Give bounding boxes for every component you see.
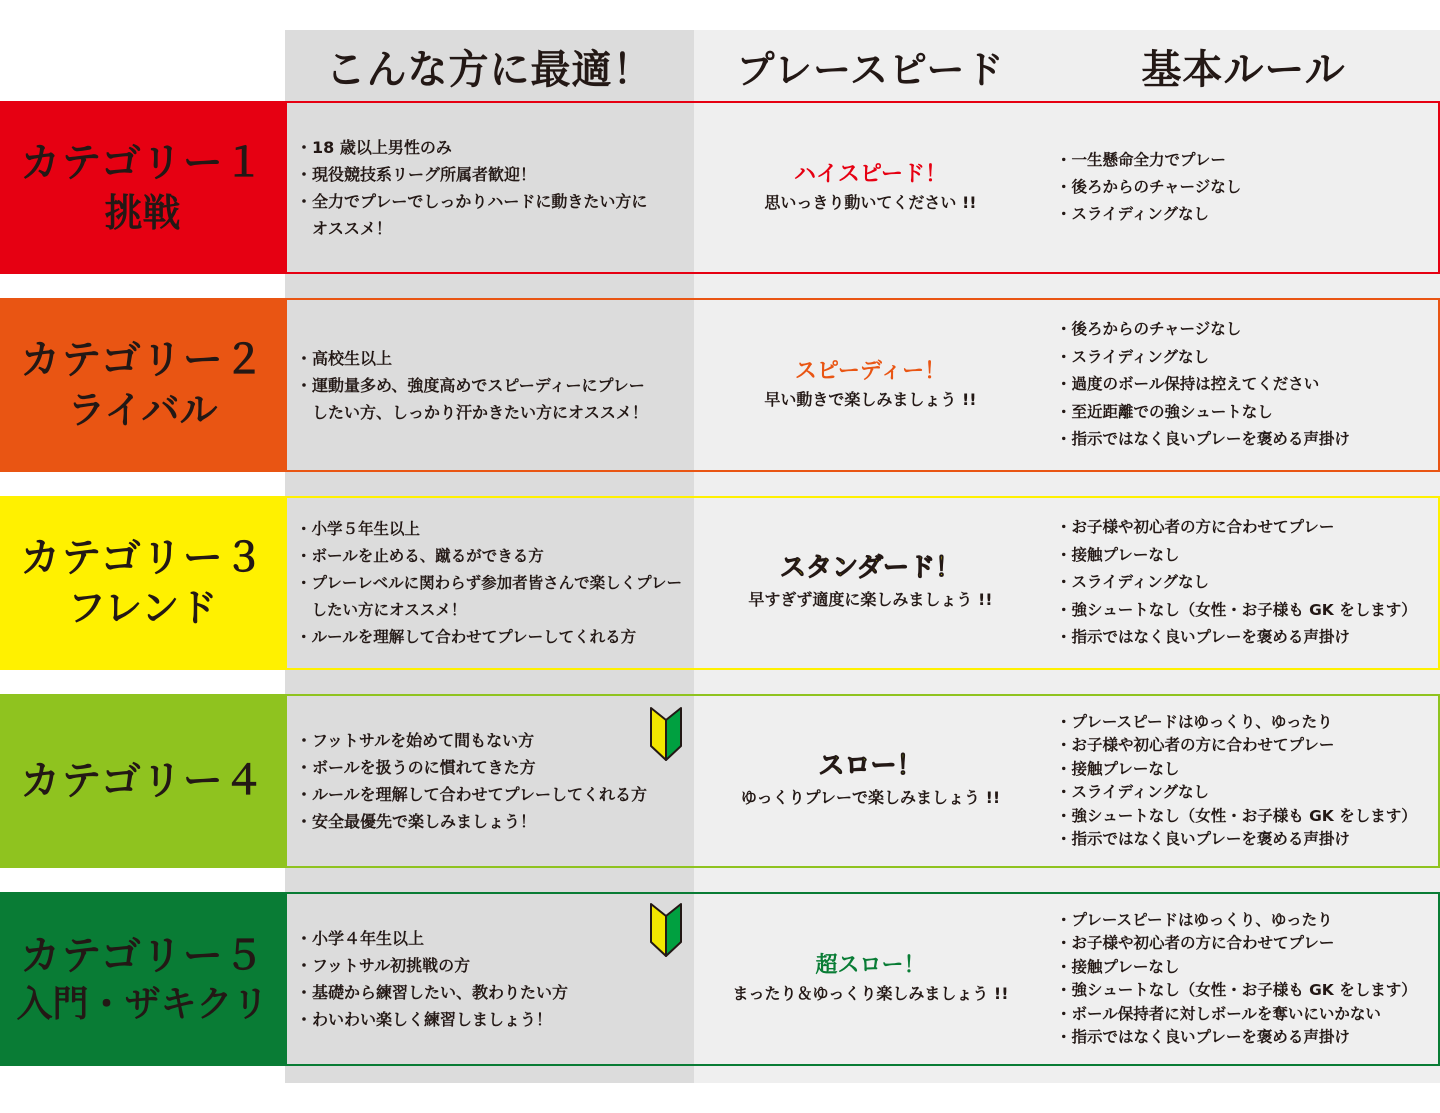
rule-item: ・お子様や初心者の方に合わせてプレー bbox=[1056, 736, 1335, 754]
rule-item: ・スライディングなし bbox=[1056, 783, 1209, 801]
category-row-2 bbox=[0, 298, 1440, 472]
rules-list bbox=[1056, 298, 1440, 472]
rule-item: ・スライディングなし bbox=[1056, 573, 1209, 592]
category-title: カテゴリー１ bbox=[20, 139, 265, 186]
category-label bbox=[0, 892, 285, 1066]
rule-item: ・プレースピードはゆっくり、ゆったり bbox=[1056, 712, 1333, 731]
category-title: カテゴリー５ bbox=[20, 932, 265, 979]
suitable-item: ・わいわい楽しく練習しましょう！ bbox=[296, 1010, 553, 1029]
category-subtitle: 挑戦 bbox=[104, 190, 181, 235]
suitable-list bbox=[296, 694, 688, 868]
rule-item: ・過度のボール保持は控えてください bbox=[1056, 375, 1320, 394]
category-title: カテゴリー３ bbox=[20, 535, 265, 582]
suitable-item: ・ルールを理解して合わせてプレーしてくれる方 bbox=[296, 627, 637, 646]
beginner-mark-icon bbox=[648, 902, 684, 958]
suitable-list bbox=[296, 298, 688, 472]
rules-list bbox=[1056, 101, 1440, 274]
suitable-item: ・小学５年生以上 bbox=[296, 519, 421, 538]
rule-item: ・ボール保持者に対しボールを奪いにいかない bbox=[1056, 1004, 1381, 1023]
suitable-item: ・フットサル初挑戦の方 bbox=[296, 956, 471, 975]
suitable-item: したい方にオススメ！ bbox=[296, 600, 467, 619]
speed-subtext: 思いっきり動いてください !! bbox=[764, 192, 977, 212]
rules-list bbox=[1056, 496, 1440, 670]
category-row-5 bbox=[0, 892, 1440, 1066]
speed-cell bbox=[694, 298, 1047, 472]
header-speed: プレースピード bbox=[736, 47, 1005, 92]
suitable-item: ・基礎から練習したい、教わりたい方 bbox=[296, 983, 569, 1002]
rule-item: ・後ろからのチャージなし bbox=[1056, 178, 1242, 196]
rule-item: ・後ろからのチャージなし bbox=[1056, 320, 1242, 339]
rule-item: ・お子様や初心者の方に合わせてプレー bbox=[1056, 934, 1335, 952]
rule-item: ・お子様や初心者の方に合わせてプレー bbox=[1056, 518, 1335, 537]
rule-item: ・指示ではなく良いプレーを褒める声掛け bbox=[1056, 1028, 1350, 1046]
rule-item: ・一生懸命全力でプレー bbox=[1056, 151, 1226, 169]
suitable-item: ・フットサルを始めて間もない方 bbox=[296, 731, 535, 750]
suitable-item: ・ボールを扱うのに慣れてきた方 bbox=[296, 758, 536, 777]
header-rules: 基本ルール bbox=[1141, 46, 1346, 93]
rule-item: ・指示ではなく良いプレーを褒める声掛け bbox=[1056, 830, 1350, 848]
speed-cell bbox=[694, 496, 1047, 670]
suitable-item: オススメ！ bbox=[296, 218, 392, 238]
category-label bbox=[0, 101, 285, 274]
category-subtitle: 入門・ザキクリ bbox=[16, 983, 269, 1025]
speed-cell bbox=[694, 694, 1047, 868]
suitable-item: ・安全最優先で楽しみましょう！ bbox=[296, 812, 537, 831]
rule-item: ・強シュートなし（女性・お子様も GK をします） bbox=[1056, 981, 1417, 999]
category-row-3 bbox=[0, 496, 1440, 670]
speed-cell bbox=[694, 101, 1047, 274]
rule-item: ・強シュートなし（女性・お子様も GK をします） bbox=[1056, 600, 1417, 619]
speed-headline: ハイスピード！ bbox=[794, 161, 947, 187]
rule-item: ・接触プレーなし bbox=[1056, 759, 1180, 778]
speed-subtext: まったり＆ゆっくり楽しみましょう !! bbox=[732, 984, 1009, 1003]
rule-item: ・指示ではなく良いプレーを褒める声掛け bbox=[1056, 430, 1350, 449]
speed-subtext: ゆっくりプレーで楽しみましょう !! bbox=[740, 788, 1001, 807]
rules-list bbox=[1056, 694, 1440, 868]
speed-cell bbox=[694, 892, 1047, 1066]
suitable-list bbox=[296, 892, 688, 1066]
suitable-list bbox=[296, 101, 688, 274]
suitable-item: ・プレーレベルに関わらず参加者皆さんで楽しくプレー bbox=[296, 573, 682, 592]
rule-item: ・スライディングなし bbox=[1056, 347, 1209, 366]
suitable-item: ・高校生以上 bbox=[296, 348, 393, 368]
category-label bbox=[0, 496, 285, 670]
rule-item: ・プレースピードはゆっくり、ゆったり bbox=[1056, 910, 1333, 929]
beginner-mark-icon bbox=[648, 706, 684, 762]
suitable-list bbox=[296, 496, 688, 670]
speed-subtext: 早い動きで楽しみましょう !! bbox=[764, 390, 977, 409]
suitable-item: したい方、しっかり汗かきたい方にオススメ！ bbox=[296, 402, 648, 422]
rule-item: ・スライディングなし bbox=[1056, 205, 1209, 223]
category-label bbox=[0, 298, 285, 472]
suitable-item: ・ルールを理解して合わせてプレーしてくれる方 bbox=[296, 785, 648, 804]
category-title: カテゴリー２ bbox=[20, 337, 265, 384]
suitable-item: ・全力でプレーでしっかりハードに動きたい方に bbox=[296, 191, 648, 211]
category-row-1 bbox=[0, 101, 1440, 274]
category-title: カテゴリー４ bbox=[20, 758, 265, 804]
rule-item: ・接触プレーなし bbox=[1056, 957, 1180, 976]
category-subtitle: ライバル bbox=[67, 388, 218, 433]
category-label bbox=[0, 694, 285, 868]
suitable-item: ・現役競技系リーグ所属者歓迎！ bbox=[296, 164, 537, 184]
speed-subtext: 早すぎず適度に楽しみましょう !! bbox=[748, 590, 993, 609]
suitable-item: ・ボールを止める、蹴るができる方 bbox=[296, 546, 544, 565]
suitable-item: ・運動量多め、強度高めでスピーディーにプレー bbox=[296, 375, 645, 395]
suitable-item: ・小学４年生以上 bbox=[296, 929, 425, 948]
speed-headline: スロー！ bbox=[818, 751, 923, 781]
speed-headline: 超スロー！ bbox=[815, 953, 926, 978]
rule-item: ・指示ではなく良いプレーを褒める声掛け bbox=[1056, 628, 1350, 647]
rules-list bbox=[1056, 892, 1440, 1066]
header-suitable: こんな方に最適！ bbox=[325, 46, 654, 93]
speed-headline: スタンダード！ bbox=[780, 553, 961, 583]
category-row-4 bbox=[0, 694, 1440, 868]
rule-item: ・強シュートなし（女性・お子様も GK をします） bbox=[1056, 806, 1417, 825]
speed-headline: スピーディー！ bbox=[794, 359, 947, 384]
rule-item: ・接触プレーなし bbox=[1056, 545, 1180, 564]
rule-item: ・至近距離での強シュートなし bbox=[1056, 402, 1273, 421]
suitable-item: ・18 歳以上男性のみ bbox=[296, 137, 452, 157]
category-subtitle: フレンド bbox=[67, 586, 218, 631]
